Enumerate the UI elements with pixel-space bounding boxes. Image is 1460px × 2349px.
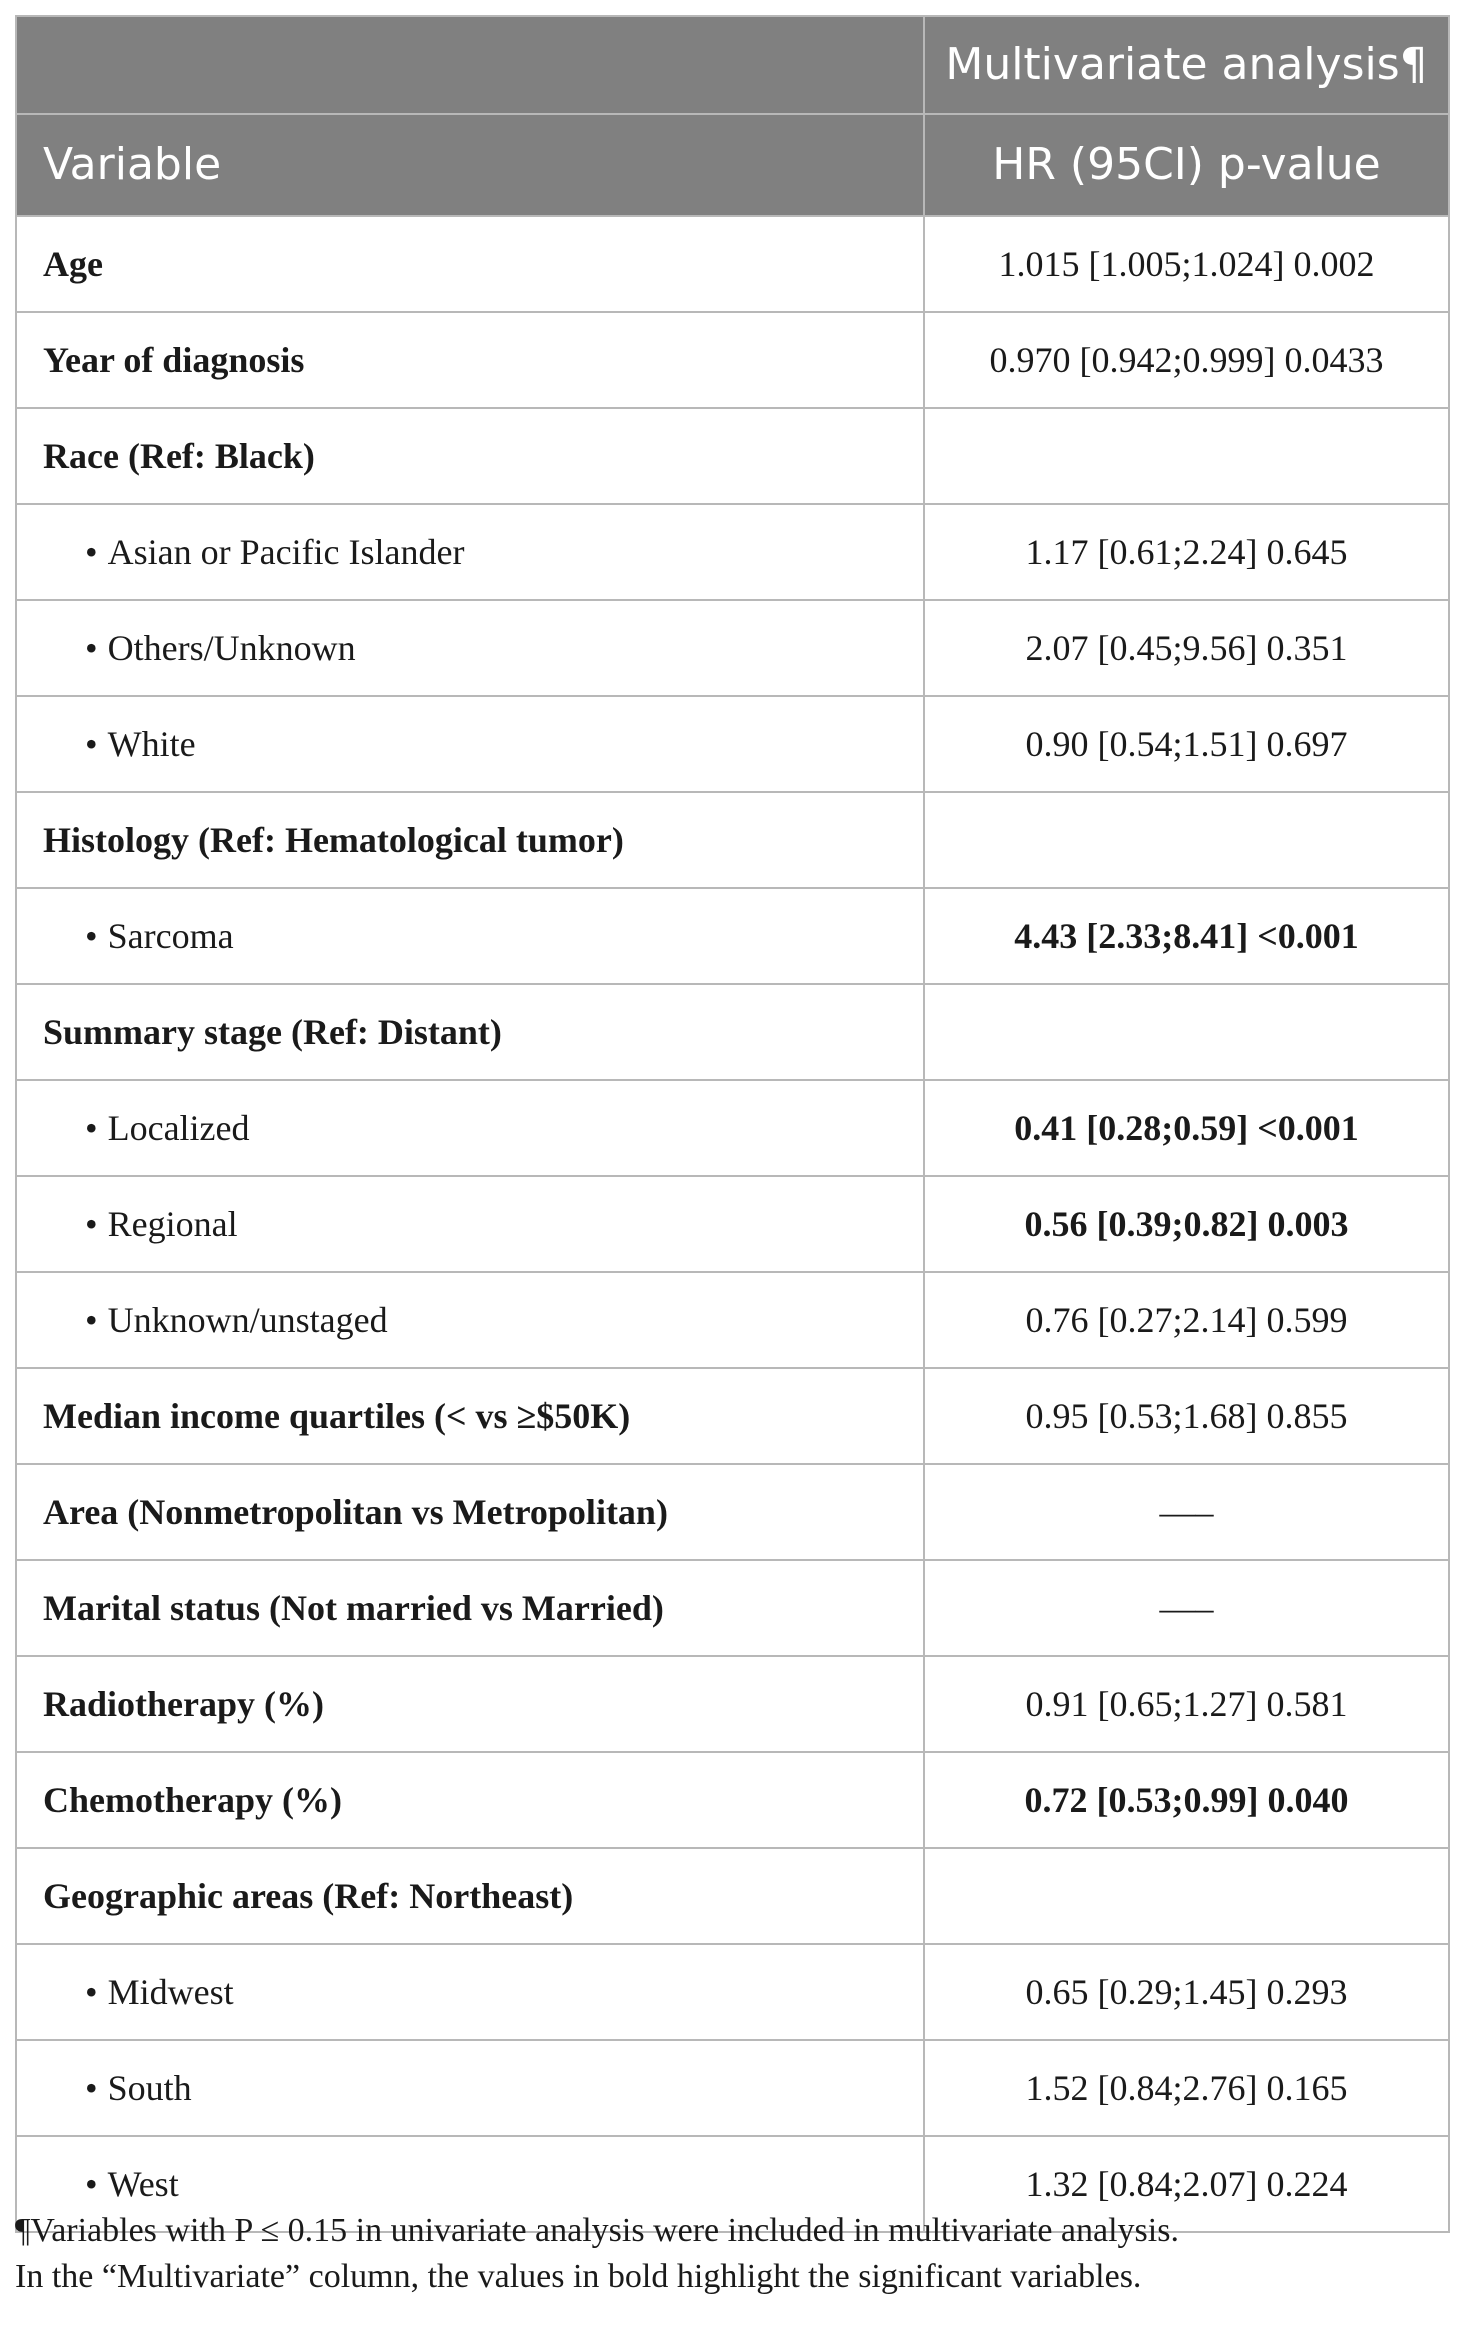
- table-row: [16, 1752, 1449, 1848]
- table-row: [16, 600, 1449, 696]
- variable-label: Asian or Pacific Islander: [107, 532, 465, 572]
- variable-cell: [16, 888, 924, 984]
- table-header: [16, 16, 1449, 216]
- table-row: [16, 792, 1449, 888]
- bullet-icon: •: [85, 724, 98, 764]
- footnote-bold: In the “Multivariate” column, the values in bold highlight the significant variables.: [15, 2258, 1142, 2295]
- table-row: [16, 984, 1449, 1080]
- table-row: [16, 408, 1449, 504]
- table-row: [16, 1176, 1449, 1272]
- header-variable: Variable: [16, 114, 924, 216]
- table-row: [16, 2040, 1449, 2136]
- variable-cell: Radiotherapy (%): [16, 1656, 924, 1752]
- hr-cell-significant: 0.41 [0.28;0.59] <0.001: [924, 1080, 1449, 1176]
- variable-cell: [16, 1080, 924, 1176]
- hr-cell: [924, 792, 1449, 888]
- hr-cell: 0.65 [0.29;1.45] 0.293: [924, 1944, 1449, 2040]
- hr-cell: [924, 984, 1449, 1080]
- hr-cell: —–: [924, 1560, 1449, 1656]
- hr-cell: [924, 1848, 1449, 1944]
- hr-cell-significant: 0.72 [0.53;0.99] 0.040: [924, 1752, 1449, 1848]
- table-row: [16, 696, 1449, 792]
- variable-cell: Race (Ref: Black): [16, 408, 924, 504]
- variable-label: South: [107, 2068, 192, 2108]
- bullet-icon: •: [85, 2068, 98, 2108]
- hr-cell: 0.91 [0.65;1.27] 0.581: [924, 1656, 1449, 1752]
- variable-cell: Histology (Ref: Hematological tumor): [16, 792, 924, 888]
- hr-cell: 1.17 [0.61;2.24] 0.645: [924, 504, 1449, 600]
- multivariate-table: [15, 15, 1450, 2233]
- variable-cell: Age: [16, 216, 924, 312]
- header-hr: HR (95CI) p-value: [924, 114, 1449, 216]
- hr-cell: 2.07 [0.45;9.56] 0.351: [924, 600, 1449, 696]
- table-row: [16, 216, 1449, 312]
- hr-cell: 0.970 [0.942;0.999] 0.0433: [924, 312, 1449, 408]
- variable-label: Sarcoma: [107, 916, 234, 956]
- table-row: [16, 1560, 1449, 1656]
- bullet-icon: •: [85, 1108, 98, 1148]
- table-row: [16, 1944, 1449, 2040]
- variable-cell: Median income quartiles (< vs ≥$50K): [16, 1368, 924, 1464]
- bullet-icon: •: [85, 1300, 98, 1340]
- bullet-icon: •: [85, 916, 98, 956]
- table-row: [16, 312, 1449, 408]
- footnote-variables: ¶Variables with P ≤ 0.15 in univariate analysis were included in multivariate analysis.: [15, 2212, 1179, 2249]
- variable-cell: [16, 504, 924, 600]
- variable-label: West: [107, 2164, 179, 2204]
- variable-label: Localized: [107, 1108, 250, 1148]
- hr-cell: 1.015 [1.005;1.024] 0.002: [924, 216, 1449, 312]
- variable-cell: Year of diagnosis: [16, 312, 924, 408]
- table-body: [16, 216, 1449, 2232]
- table-row: [16, 1848, 1449, 1944]
- variable-cell: Marital status (Not married vs Married): [16, 1560, 924, 1656]
- results-table-container: [15, 15, 1448, 2233]
- hr-cell-significant: 4.43 [2.33;8.41] <0.001: [924, 888, 1449, 984]
- bullet-icon: •: [85, 2164, 98, 2204]
- hr-cell-significant: 0.56 [0.39;0.82] 0.003: [924, 1176, 1449, 1272]
- header-row-group: [16, 16, 1449, 114]
- variable-cell: [16, 600, 924, 696]
- variable-cell: [16, 2040, 924, 2136]
- variable-cell: [16, 696, 924, 792]
- variable-cell: [16, 1176, 924, 1272]
- hr-cell: 0.95 [0.53;1.68] 0.855: [924, 1368, 1449, 1464]
- variable-label: Unknown/unstaged: [107, 1300, 388, 1340]
- hr-cell: 0.76 [0.27;2.14] 0.599: [924, 1272, 1449, 1368]
- variable-cell: [16, 1272, 924, 1368]
- header-empty-cell: [16, 16, 924, 114]
- table-row: [16, 504, 1449, 600]
- bullet-icon: •: [85, 628, 98, 668]
- hr-cell: 1.52 [0.84;2.76] 0.165: [924, 2040, 1449, 2136]
- variable-cell: Chemotherapy (%): [16, 1752, 924, 1848]
- variable-label: Others/Unknown: [107, 628, 356, 668]
- variable-cell: Area (Nonmetropolitan vs Metropolitan): [16, 1464, 924, 1560]
- variable-label: Midwest: [107, 1972, 234, 2012]
- variable-cell: [16, 1944, 924, 2040]
- bullet-icon: •: [85, 1204, 98, 1244]
- table-row: [16, 1368, 1449, 1464]
- header-row-columns: [16, 114, 1449, 216]
- hr-cell: [924, 408, 1449, 504]
- table-footnotes: [15, 2208, 1448, 2300]
- table-row: [16, 888, 1449, 984]
- hr-cell: 1.32 [0.84;2.07] 0.224: [924, 2136, 1449, 2232]
- table-row: [16, 1464, 1449, 1560]
- hr-cell: —–: [924, 1464, 1449, 1560]
- header-multivariate: Multivariate analysis¶: [924, 16, 1449, 114]
- bullet-icon: •: [85, 1972, 98, 2012]
- variable-cell: Geographic areas (Ref: Northeast): [16, 1848, 924, 1944]
- variable-label: White: [107, 724, 196, 764]
- bullet-icon: •: [85, 532, 98, 572]
- hr-cell: 0.90 [0.54;1.51] 0.697: [924, 696, 1449, 792]
- table-row: [16, 1080, 1449, 1176]
- table-row: [16, 1272, 1449, 1368]
- table-row: [16, 1656, 1449, 1752]
- variable-label: Regional: [107, 1204, 238, 1244]
- variable-cell: Summary stage (Ref: Distant): [16, 984, 924, 1080]
